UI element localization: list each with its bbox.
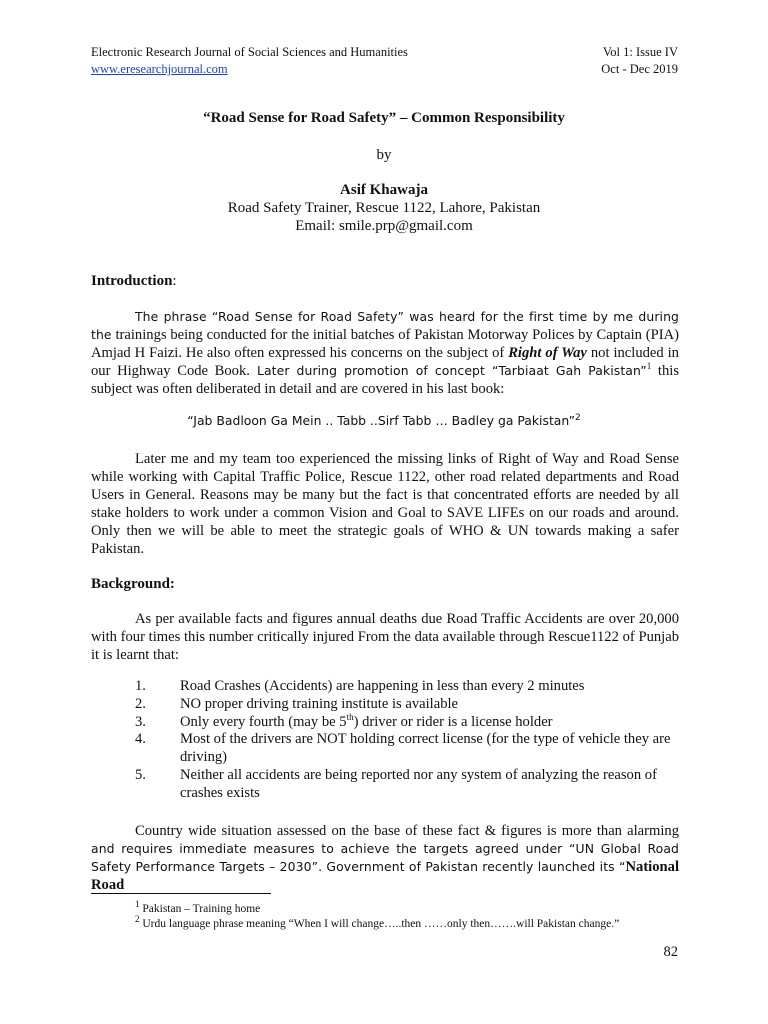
list-item: 3. Only every fourth (may be 5th) driver or rider is a license holder <box>135 711 553 730</box>
footnote-1: $^1$ Pakistan – Training home <box>135 899 261 915</box>
list-item: 5. Neither all accidents are being reported nor any system of analyzing the reason of crashes exists <box>135 766 657 801</box>
background-heading: Background: <box>91 576 175 592</box>
findings-list <box>135 678 680 803</box>
list-item: 1. Road Crashes (Accidents) are happening in less than every 2 minutes <box>135 678 585 694</box>
issue-date: Oct - Dec 2019 <box>601 62 678 76</box>
introduction-heading: Introduction: <box>91 273 177 289</box>
footnote-2: $^2$ Urdu language phrase meaning “When I will change…..then ……only then…….will Pakistan change.” <box>135 914 620 930</box>
running-header-right <box>601 44 678 78</box>
introduction-paragraph-1: The phrase “Road Sense for Road Safety” was heard for the first time by me during the trainings being conducted for the initial batches of Pakistan Motorway Polices by Captain (PIA) Amjad H Faizi. He also often expressed his concerns on the subject of Right of Way not included in our Highway Code Book. Later during promotion of concept “Tarbiaat Gah Pakistan”$^1$ this subject was often deliberated in detail and are covered in his last book: <box>91 309 679 397</box>
author-affiliation: Road Safety Trainer, Rescue 1122, Lahore, Pakistan <box>227 200 541 216</box>
volume-issue: Vol 1: Issue IV <box>602 45 678 59</box>
urdu-quote: “Jab Badloon Ga Mein .. Tabb ..Sirf Tabb … Badley ga Pakistan”$^2$ <box>187 412 581 428</box>
background-paragraph-1: As per available facts and figures annual deaths due Road Traffic Accidents are over 20,000 with four times this number critically injured From the data available through Rescue1122 of Punjab it is learnt that: <box>91 611 679 663</box>
author-email: Email: smile.prp@gmail.com <box>295 218 473 234</box>
footnotes <box>135 899 620 932</box>
introduction-paragraph-2: Later me and my team too experienced the missing links of Right of Way and Road Sense while working with Capital Traffic Police, Rescue 1122, other road related departments and Road Users in General. Reasons may be many but the fact is that concentrated efforts are needed by all stake holders to work under a common Vision and Goal to SAVE LIFEs on our roads and around. Only then we will be able to meet the strategic goals of WHO & UN towards making a safer Pakistan. <box>91 451 679 557</box>
journal-url-link[interactable]: www.eresearchjournal.com <box>91 62 228 76</box>
author-name: Asif Khawaja <box>340 182 428 198</box>
list-item: 2. NO proper driving training institute is available <box>135 695 459 712</box>
by-line: by <box>376 147 392 163</box>
list-item: 4. Most of the drivers are NOT holding correct license (for the type of vehicle they are driving) <box>135 731 671 766</box>
page-number: 82 <box>663 944 678 960</box>
running-header-left <box>91 44 408 78</box>
paper-title: “Road Sense for Road Safety” – Common Responsibility <box>203 110 565 126</box>
background-paragraph-2: Country wide situation assessed on the base of these fact & figures is more than alarming and requires immediate measures to achieve the targets agreed under “UN Global Road Safety Performance Targets – 2030”. Government of Pakistan recently launched its “National Road <box>91 823 679 893</box>
footnote-separator <box>91 893 271 894</box>
journal-name: Electronic Research Journal of Social Sciences and Humanities <box>91 45 408 59</box>
